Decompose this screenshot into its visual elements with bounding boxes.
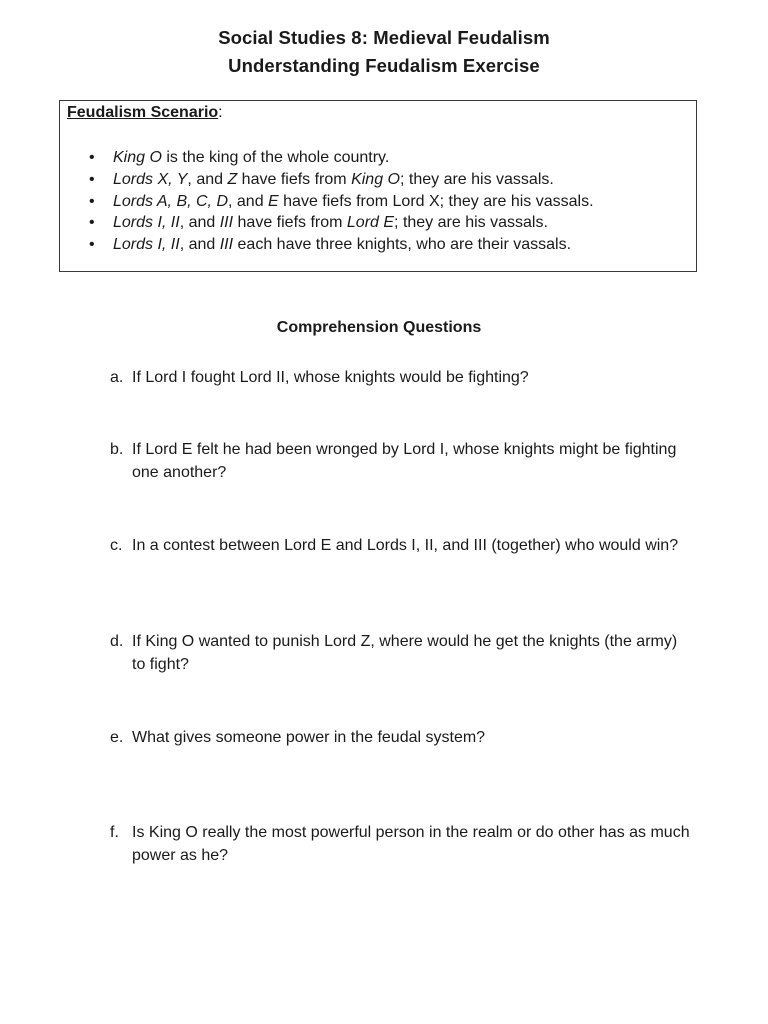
question-text: In a contest between Lord E and Lords I, II, and III (together) who would win? [132,537,679,554]
question-text: If Lord E felt he had been wronged by Lord I, whose knights might be fighting one another? [132,441,677,481]
question-letter: a. [110,369,124,386]
scenario-item-italic-text: E [268,192,279,210]
scenario-heading [67,104,223,122]
question-text: What gives someone power in the feudal system? [132,729,486,746]
scenario-item-italic-text: Lord E [346,214,395,232]
page-subtitle: Understanding Feudalism Exercise [228,55,540,76]
scenario-heading-text: Feudalism Scenario [67,104,219,121]
scenario-item-italic-text: Lords A, B, C, D [113,192,228,210]
question-a [110,366,690,389]
scenario-item-text: ; they are his vassals. [394,214,548,232]
question-letter: b. [110,441,124,458]
scenario-item-italic-text: Lords I, II [113,236,180,254]
question-b [110,438,690,484]
scenario-item-italic-text: Z [227,170,238,188]
scenario-box [59,100,697,272]
scenario-item-text: have fiefs from Lord X; they are his vassals. [278,192,594,210]
scenario-item-italic-text: Lords I, II [113,214,180,232]
scenario-item [89,147,594,169]
scenario-item-italic-text: III [219,236,234,254]
scenario-item-text: , and [179,236,220,254]
scenario-item [89,212,594,234]
scenario-item-italic-text: III [219,214,234,232]
scenario-heading-colon: : [218,104,223,121]
question-letter: e. [110,729,124,746]
question-d [110,630,690,676]
scenario-item-text: have fiefs from [237,170,352,188]
scenario-item-text: ; they are his vassals. [399,170,554,188]
question-text: If Lord I fought Lord II, whose knights would be fighting? [132,369,529,386]
scenario-item-text: , and [179,214,220,232]
scenario-list [89,147,594,256]
question-c [110,534,690,557]
scenario-item-text: is the king of the whole country. [161,149,390,166]
question-e [110,726,690,749]
scenario-item-text: , and [228,192,269,210]
scenario-item [89,234,594,256]
page-title: Social Studies 8: Medieval Feudalism [218,27,550,48]
question-text: Is King O really the most powerful person in the realm or do other has as much power as he? [132,824,690,864]
scenario-item [89,169,594,191]
scenario-item-italic-text: Lords X, Y [113,170,188,188]
scenario-item-text: , and [187,170,228,188]
question-letter: f. [110,824,119,841]
question-letter: d. [110,633,124,650]
question-f [110,821,690,867]
scenario-item-text: have fiefs from [233,214,347,232]
scenario-item-italic-text: King O [113,149,162,166]
scenario-item [89,191,594,213]
question-letter: c. [110,537,123,554]
scenario-item-text: each have three knights, who are their vassals. [233,236,572,254]
scenario-item-italic-text: King O [351,170,400,188]
question-text: If King O wanted to punish Lord Z, where would he get the knights (the army) to fight? [132,633,678,673]
questions-heading: Comprehension Questions [276,319,482,336]
